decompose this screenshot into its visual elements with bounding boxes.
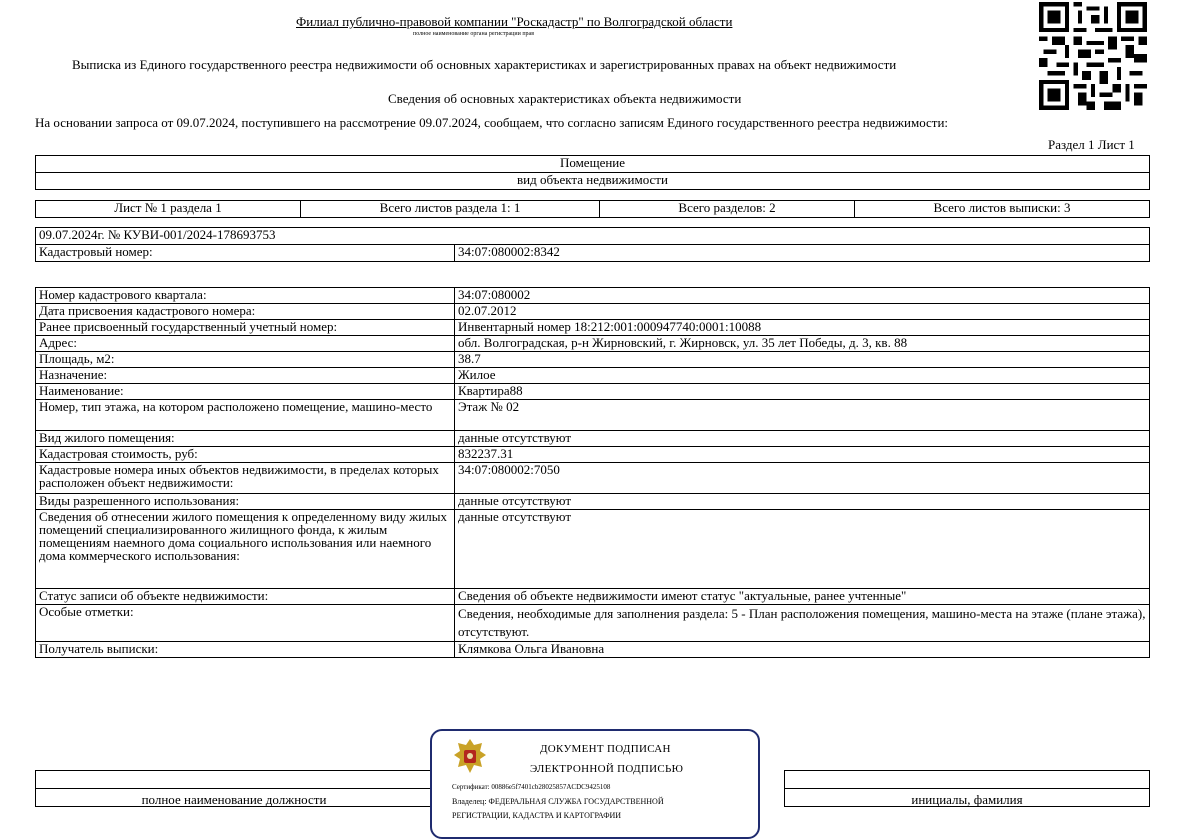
table-row [36, 431, 1150, 447]
table-row [36, 304, 1150, 320]
qr-code-icon [1038, 2, 1148, 110]
position-caption: полное наименование должности [36, 789, 433, 807]
initials-caption: инициалы, фамилия [785, 789, 1150, 807]
table-row [36, 368, 1150, 384]
stamp-line1: ДОКУМЕНТ ПОДПИСАН [540, 743, 671, 755]
row-label: Номер кадастрового квартала: [36, 288, 455, 304]
org-name: Филиал публично-правовой компании "Роскадастр" по Волгоградской области [296, 14, 733, 29]
extract-date-number: 09.07.2024г. № КУВИ-001/2024-178693753 [36, 228, 1150, 245]
row-label: Кадастровые номера иных объектов недвижимости, в пределах которых расположен объект недвижимости: [36, 463, 455, 494]
row-value: обл. Волгоградская, р-н Жирновский, г. Жирновск, ул. 35 лет Победы, д. 3, кв. 88 [455, 336, 1150, 352]
basis-text: На основании запроса от 09.07.2024, поступившего на рассмотрение 09.07.2024, сообщаем, что согласно записям Единого государственного реестра недвижимости: [35, 115, 949, 130]
cadastral-number-value: 34:07:080002:8342 [455, 245, 1150, 262]
row-value: данные отсутствуют [455, 431, 1150, 447]
row-label: Статус записи об объекте недвижимости: [36, 589, 455, 605]
table-row [36, 352, 1150, 368]
row-value: 34:07:080002 [455, 288, 1150, 304]
row-label: Адрес: [36, 336, 455, 352]
stamp-owner-line2: РЕГИСТРАЦИИ, КАДАСТРА И КАРТОГРАФИИ [452, 811, 622, 820]
table-row [36, 463, 1150, 494]
table-row [36, 589, 1150, 605]
sheet-number: Лист № 1 раздела 1 [36, 201, 301, 218]
sheets-table [35, 200, 1150, 218]
characteristics-table [35, 287, 1150, 658]
extract-subtitle: Сведения об основных характеристиках объекта недвижимости [388, 91, 742, 106]
row-value: 34:07:080002:7050 [455, 463, 1150, 494]
table-row [36, 384, 1150, 400]
table-row [36, 336, 1150, 352]
row-value: Этаж № 02 [455, 400, 1150, 431]
object-type-caption: вид объекта недвижимости [36, 173, 1150, 190]
registration-table [35, 227, 1150, 262]
row-value: данные отсутствуют [455, 494, 1150, 510]
row-label: Сведения об отнесении жилого помещения к определенному виду жилых помещений специализированного жилищного фонда, к жилым помещениям наемного дома социального использования или наемного дома коммерческого использования: [36, 510, 455, 589]
row-value: данные отсутствуют [455, 510, 1150, 589]
extract-title: Выписка из Единого государственного реестра недвижимости об основных характеристиках и зарегистрированных правах на объект недвижимости [72, 57, 897, 72]
total-sheets-section: Всего листов раздела 1: 1 [301, 201, 600, 218]
object-type: Помещение [36, 156, 1150, 173]
row-value: Инвентарный номер 18:212:001:000947740:0001:10088 [455, 320, 1150, 336]
table-row [36, 288, 1150, 304]
coat-of-arms-icon [450, 735, 490, 779]
cadastral-number-label: Кадастровый номер: [36, 245, 455, 262]
row-value: Клямкова Ольга Ивановна [455, 642, 1150, 658]
row-value: Квартира88 [455, 384, 1150, 400]
row-label: Дата присвоения кадастрового номера: [36, 304, 455, 320]
stamp-certificate: Сертификат: 00886e5f7401cb28025857ACDC9425108 [452, 783, 611, 791]
row-label: Особые отметки: [36, 605, 455, 642]
table-row [36, 510, 1150, 589]
row-value: 38.7 [455, 352, 1150, 368]
row-label: Наименование: [36, 384, 455, 400]
row-value: 832237.31 [455, 447, 1150, 463]
row-label: Номер, тип этажа, на котором расположено помещение, машино-место [36, 400, 455, 431]
section-sheet-label: Раздел 1 Лист 1 [1048, 137, 1135, 152]
row-label: Кадастровая стоимость, руб: [36, 447, 455, 463]
table-row [36, 400, 1150, 431]
row-label: Виды разрешенного использования: [36, 494, 455, 510]
row-value: Жилое [455, 368, 1150, 384]
table-row [36, 605, 1150, 642]
row-label: Назначение: [36, 368, 455, 384]
row-label: Вид жилого помещения: [36, 431, 455, 447]
position-field [36, 771, 433, 789]
row-value: Сведения, необходимые для заполнения раздела: 5 - План расположения помещения, машино-места на этаже (плане этажа), отсутствуют. [455, 605, 1150, 642]
table-row [36, 447, 1150, 463]
stamp-line2: ЭЛЕКТРОННОЙ ПОДПИСЬЮ [530, 763, 684, 775]
table-row [36, 642, 1150, 658]
total-sheets-extract: Всего листов выписки: 3 [855, 201, 1150, 218]
row-value: Сведения об объекте недвижимости имеют статус "актуальные, ранее учтенные" [455, 589, 1150, 605]
table-row [36, 494, 1150, 510]
object-type-table [35, 155, 1150, 190]
row-label: Площадь, м2: [36, 352, 455, 368]
stamp-owner: Владелец: ФЕДЕРАЛЬНАЯ СЛУЖБА ГОСУДАРСТВЕННОЙ [452, 797, 664, 806]
row-label: Получатель выписки: [36, 642, 455, 658]
org-caption: полное наименование органа регистрации прав [413, 31, 535, 37]
row-label: Ранее присвоенный государственный учетный номер: [36, 320, 455, 336]
total-sections: Всего разделов: 2 [600, 201, 855, 218]
initials-field [785, 771, 1150, 789]
table-row [36, 320, 1150, 336]
row-value: 02.07.2012 [455, 304, 1150, 320]
